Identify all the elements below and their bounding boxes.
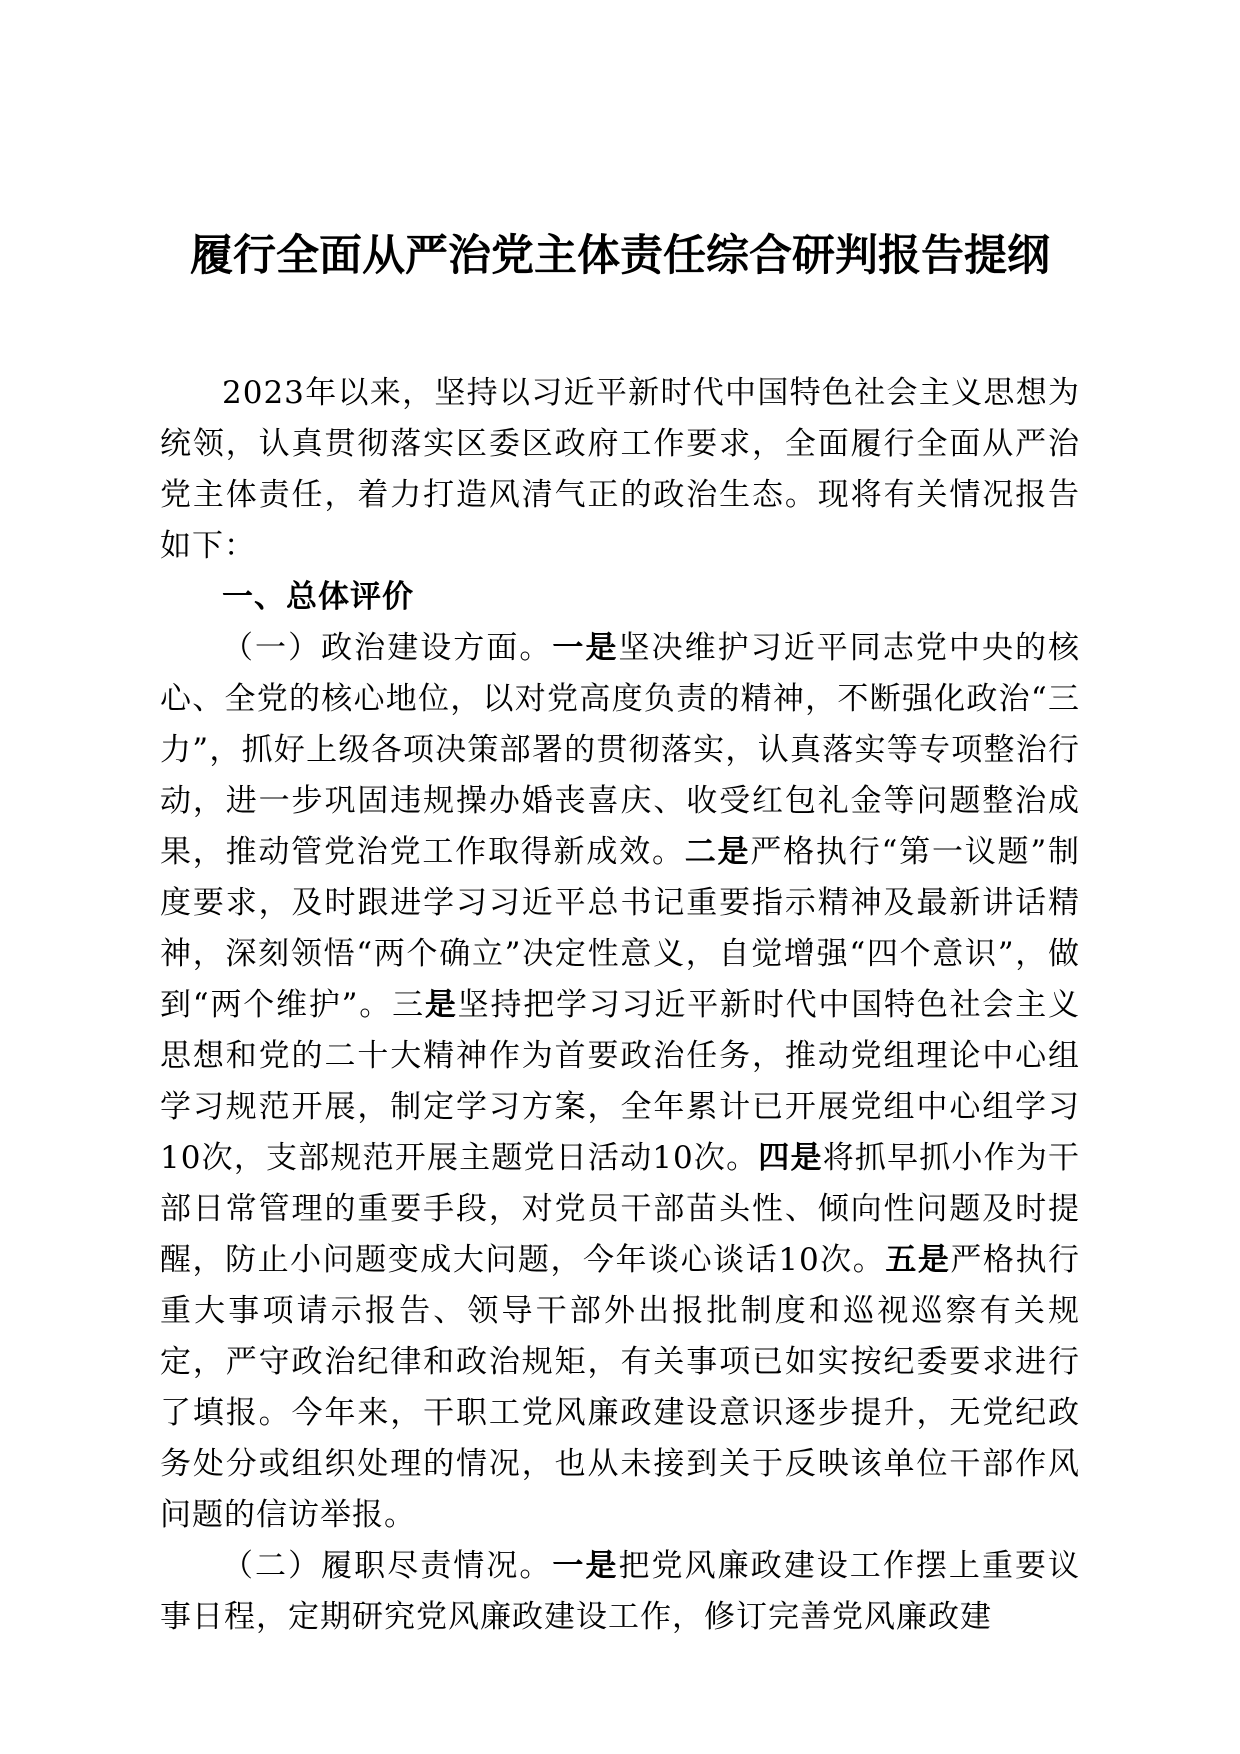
document-page <box>160 226 1080 1643</box>
paragraph-political-construction <box>160 623 1080 1541</box>
point-label-1: 一是 <box>552 1548 619 1584</box>
paragraph-duty-performance <box>160 1541 1080 1643</box>
point-text-3: 坚持把学习习近平新时代中国特色社会主义思想和党的二十大精神作为首要政治任务，推动党组理论中心组学习规范开展，制定学习方案，全年累计已开展党组中心组学习10次，支部规范开展主题党日活动10次。 <box>160 987 1081 1176</box>
point-label-3-bold: 是 <box>424 987 458 1023</box>
point-text-1: 坚决维护习近平同志党中央的核心、全党的核心地位，以对党高度负责的精神，不断强化政治“三力”，抓好上级各项决策部署的贯彻落实，认真落实等专项整治行动，进一步巩固违规操办婚丧喜庆、收受红包礼金等问题整治成果，推动管党治党工作取得新成效。 <box>160 630 1081 870</box>
point-text-2: 严格执行“第一议题”制度要求，及时跟进学习习近平总书记重要指示精神及最新讲话精神，深刻领悟“两个确立”决定性意义，自觉增强“四个意识”，做到“两个维护”。 <box>160 834 1081 1023</box>
paragraph-lead: （二）履职尽责情况。 <box>222 1548 553 1584</box>
intro-paragraph: 2023年以来，坚持以习近平新时代中国特色社会主义思想为统领，认真贯彻落实区委区政府工作要求，全面履行全面从严治党主体责任，着力打造风清气正的政治生态。现将有关情况报告如下： <box>160 375 1080 564</box>
point-label-3-plain: 三 <box>392 987 425 1023</box>
point-label-1: 一是 <box>552 630 619 666</box>
paragraph-lead: （一）政治建设方面。 <box>222 630 553 666</box>
point-text-4: 将抓早抓小作为干部日常管理的重要手段，对党员干部苗头性、倾向性问题及时提醒，防止小问题变成大问题，今年谈心谈话10次。 <box>160 1140 1081 1278</box>
point-label-4: 四是 <box>758 1140 823 1176</box>
point-text-5: 严格执行重大事项请示报告、领导干部外出报批制度和巡视巡察有关规定，严守政治纪律和政治规矩，有关事项已如实按纪委要求进行了填报。今年来，干职工党风廉政建设意识逐步提升，无党纪政务处分或组织处理的情况，也从未接到关于反映该单位干部作风问题的信访举报。 <box>160 1242 1081 1533</box>
document-body <box>160 368 1080 1643</box>
point-label-2: 二是 <box>684 834 751 870</box>
point-text-1: 把党风廉政建设工作摆上重要议事日程，定期研究党风廉政建设工作，修订完善党风廉政建 <box>160 1548 1081 1635</box>
section-heading-overall-evaluation: 一、总体评价 <box>222 579 414 615</box>
document-title: 履行全面从严治党主体责任综合研判报告提纲 <box>190 231 1050 281</box>
point-label-5: 五是 <box>885 1242 951 1278</box>
